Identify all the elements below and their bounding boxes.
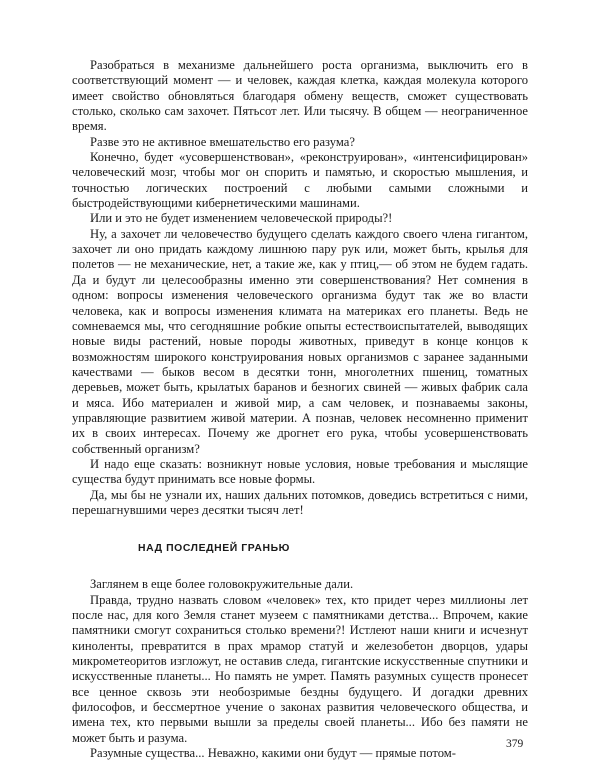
paragraph: Разве это не активное вмешательство его разума? <box>90 134 355 149</box>
section-main-text <box>72 58 528 518</box>
section-heading: НАД ПОСЛЕДНЕЙ ГРАНЬЮ <box>138 543 290 555</box>
paragraph: Или и это не будет изменением человеческой природы?! <box>90 211 393 226</box>
section-over-last-edge <box>72 577 528 761</box>
page-body <box>72 58 528 761</box>
paragraph: И надо еще сказать: возникнут новые условия, новые требования и мыслящие существа будут принимать все новые формы. <box>72 456 528 487</box>
paragraph: Разобраться в механизме дальнейшего роста организма, выключить его в соответствующий момент — и человек, каждая клетка, каждая молекула которого имеет свойство обновляться благодаря обмену веществ, сможет существовать столько, сколько сам захочет. Пятьсот лет. Или тысячу. В общем — неограниченное время. <box>72 58 528 134</box>
page-number: 379 <box>506 738 524 750</box>
paragraph: Ну, а захочет ли человечество будущего сделать каждого своего члена гигантом, захочет ли оно придать каждому лишнюю пару рук или, может быть, крылья для полетов — не механические, нет, а такие же, как у птиц,— об этом не будем гадать. Да и будут ли целесообразны именно эти совершенствования? Нет сомнения в одном: вопросы изменения человеческого организма будут так же во власти человека, как и вопросы изменения климата на материках его планеты. Ведь не сомневаемся мы, что сегодняшние робкие опыты естествоиспытателей, выводящих новые виды растений, новые породы животных, приведут в конце концов к возможностям широкого конструирования новых организмов с заранее заданными качествами — быков весом в десятки тонн, многолетних пшениц, томатных деревьев, может быть, крылатых баранов и безногих свиней — живых фабрик сала и мяса. Ибо материален и живой мир, а сам человек, и познаваемы законы, управляющие развитием живой материи. А познав, человек несомненно применит их в своих интересах. Почему же дрогнет его рука, чтобы усовершенствовать собственный организм? <box>72 226 528 456</box>
paragraph: Конечно, будет «усовершенствован», «реконструирован», «интенсифицирован» человеческий мозг, чтобы мог он спорить и памятью, и скоростью мышления, и точностью логических построений с любыми самыми сложными и быстродействующими кибернетическими машинами. <box>72 150 528 211</box>
paragraph: Заглянем в еще более головокружительные дали. <box>90 577 354 592</box>
paragraph: Да, мы бы не узнали их, наших дальних потомков, доведись встретиться с ними, перешагнувшими через десятки тысяч лет! <box>72 487 528 517</box>
paragraph: Разумные существа... Неважно, какими они будут — прямые потом- <box>90 746 456 761</box>
paragraph: Правда, трудно назвать словом «человек» тех, кто придет через миллионы лет после нас, для кого Земля станет музеем с памятниками детства... Впрочем, какие памятники смогут сохраниться столько времени?! Истлеют наши книги и исчезнут киноленты, превратится в прах мрамор статуй и железобетон дворцов, удары микрометеоритов изгложут, не оставив следа, гигантские искусственные спутники и искусственные планеты... Но память не умрет. Память разумных существ пронесет все ценное сквозь эти необозримые бездны будущего. И догадки древних философов, и бессмертное учение о законах развития человеческого общества, и имена тех, кто первыми вышли за пределы своей планеты... Ибо без памяти не может быть и разума. <box>72 592 528 745</box>
